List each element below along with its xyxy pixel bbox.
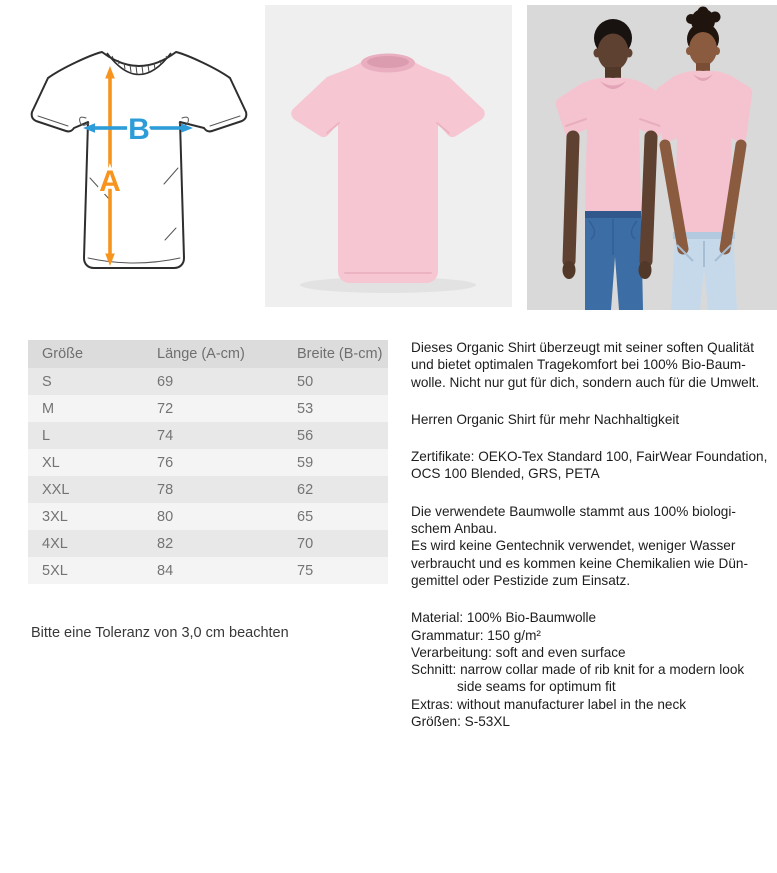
cell-size: 4XL [42, 535, 68, 552]
cell-size: XL [42, 454, 60, 471]
description-cotton-paragraph [411, 503, 777, 589]
description-specs-paragraph [411, 609, 777, 730]
description-line: verbraucht und es kommen keine Chemikalien wie Dün- [411, 555, 748, 571]
cell-size: M [42, 400, 55, 417]
cell-width: 70 [297, 535, 314, 552]
cell-width: 50 [297, 373, 314, 390]
table-row-s [28, 368, 388, 395]
width-label: B [128, 113, 150, 146]
flat-shirt-graphic [265, 5, 512, 307]
cell-length: 84 [157, 562, 174, 579]
description-line: wolle. Nicht nur gut für dich, sondern auch für die Umwelt. [411, 374, 760, 390]
cell-size: S [42, 373, 52, 390]
models-photo-graphic [527, 5, 777, 310]
cell-size: 5XL [42, 562, 68, 579]
spec-groessen: Größen: S-53XL [411, 714, 510, 730]
spec-extras: Extras: without manufacturer label in the neck [411, 696, 687, 712]
cell-width: 65 [297, 508, 314, 525]
description-intro-paragraph [411, 339, 777, 391]
cell-width: 62 [297, 481, 314, 498]
models-photo [527, 5, 777, 310]
size-table-header-row [28, 340, 388, 368]
cell-length: 82 [157, 535, 174, 552]
male-model-graphic [556, 19, 671, 310]
cell-width: 53 [297, 400, 314, 417]
description-line: und bietet optimalen Tragekomfort bei 100% Bio-Baum- [411, 357, 746, 373]
size-table [28, 340, 388, 584]
header-cell-laenge: Länge (A-cm) [157, 346, 245, 362]
table-row-3xl [28, 503, 388, 530]
table-row-5xl [28, 557, 388, 584]
table-row-4xl [28, 530, 388, 557]
description-line: OCS 100 Blended, GRS, PETA [411, 466, 600, 482]
shirt-outline [32, 52, 247, 268]
flat-shirt-body [291, 61, 484, 283]
header-cell-groesse: Größe [42, 346, 84, 362]
cell-width: 59 [297, 454, 314, 471]
description-line: Es wird keine Gentechnik verwendet, weniger Wasser [411, 538, 736, 554]
cell-size: L [42, 427, 51, 444]
spec-schnitt-continued: side seams for optimum fit [457, 679, 616, 695]
description-line: Dieses Organic Shirt überzeugt mit seiner soften Qualität [411, 340, 755, 355]
description-line: Die verwendete Baumwolle stammt aus 100% biologi- [411, 503, 736, 519]
female-model-graphic [656, 7, 753, 311]
cell-length: 72 [157, 400, 174, 417]
spec-material: Material: 100% Bio-Baumwolle [411, 610, 597, 626]
flat-shirt-collar [361, 54, 415, 73]
cell-size: XXL [42, 481, 70, 498]
description-line: schem Anbau. [411, 521, 498, 537]
table-row-xl [28, 449, 388, 476]
flat-product-photo [265, 5, 512, 307]
cell-length: 80 [157, 508, 174, 525]
header-cell-breite: Breite (B-cm) [297, 346, 383, 362]
description-certificates-paragraph [411, 448, 777, 483]
cell-length: 78 [157, 481, 174, 498]
cell-width: 75 [297, 562, 314, 579]
spec-verarbeitung: Verarbeitung: soft and even surface [411, 644, 626, 660]
product-description [411, 339, 777, 730]
cell-length: 76 [157, 454, 174, 471]
size-diagram-graphic [28, 30, 250, 292]
cell-length: 69 [157, 373, 174, 390]
cell-width: 56 [297, 427, 314, 444]
spec-grammatur: Grammatur: 150 g/m² [411, 627, 541, 643]
length-label: A [99, 165, 121, 198]
spec-schnitt: Schnitt: narrow collar made of rib knit for a modern look [411, 662, 745, 678]
cell-size: 3XL [42, 508, 68, 525]
description-sustainability-paragraph [411, 411, 777, 428]
description-line: Herren Organic Shirt für mehr Nachhaltigkeit [411, 411, 680, 427]
table-row-xxl [28, 476, 388, 503]
cell-length: 74 [157, 427, 174, 444]
description-line: Zertifikate: OEKO-Tex Standard 100, FairWear Foundation, [411, 449, 768, 465]
table-row-m [28, 395, 388, 422]
table-row-l [28, 422, 388, 449]
size-diagram-panel [28, 30, 250, 292]
description-line: gemittel oder Pestizide zum Einsatz. [411, 572, 631, 588]
tolerance-note: Bitte eine Toleranz von 3,0 cm beachten [31, 625, 289, 641]
